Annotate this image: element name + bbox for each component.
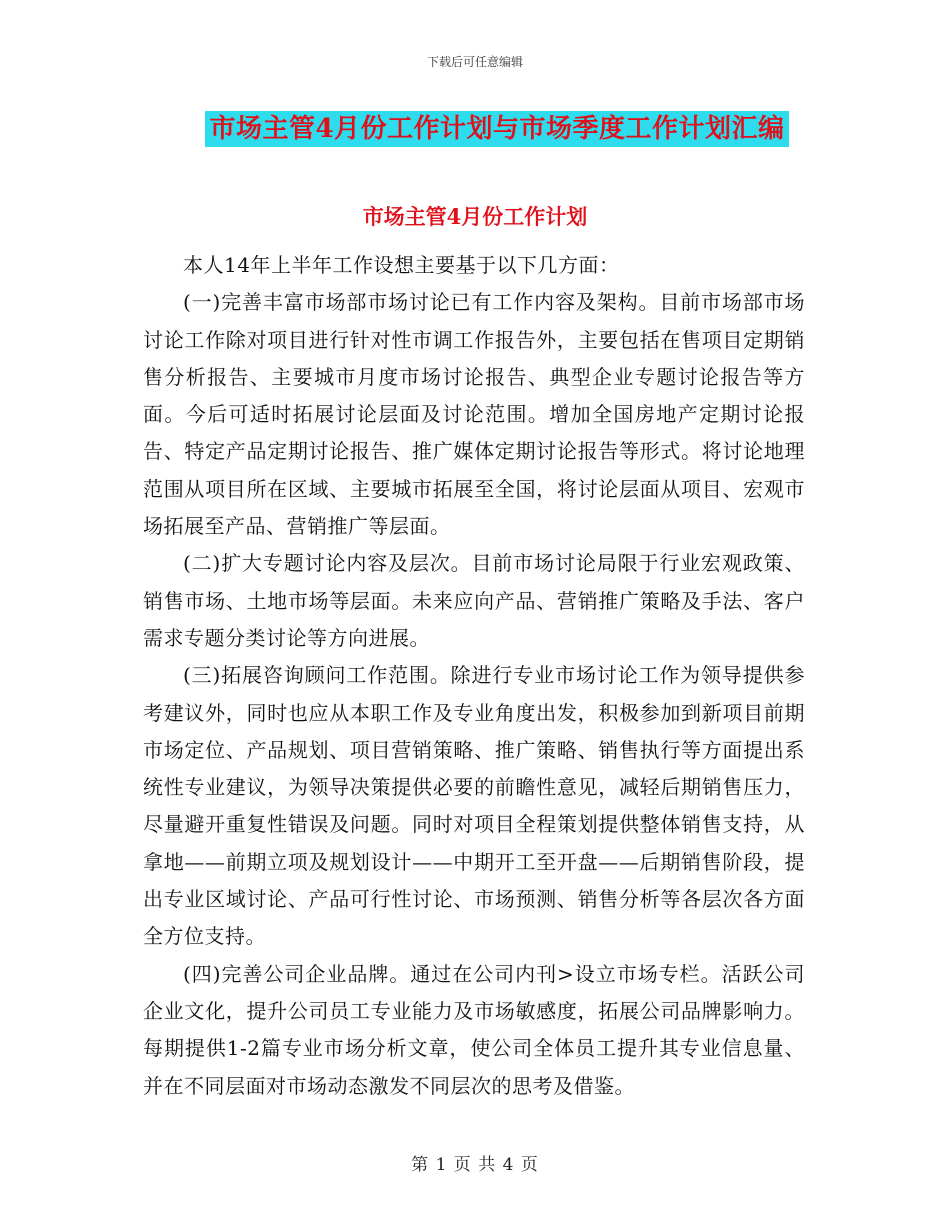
paragraph-item-1: (一)完善丰富市场部市场讨论已有工作内容及架构。目前市场部市场讨论工作除对项目进行针对性市调工作报告外，主要包括在售项目定期销售分析报告、主要城市月度市场讨论报告、典型企业专题讨论报告等方面。今后可适时拓展讨论层面及讨论范围。增加全国房地产定期讨论报告、特定产品定期讨论报告、推广媒体定期讨论报告等形式。将讨论地理范围从项目所在区域、主要城市拓展至全国，将讨论层面从项目、宏观市场拓展至产品、营销推广等层面。 [143,290,805,539]
section-title: 市场主管4月份工作计划 [362,204,588,229]
paragraph-item-4: (四)完善公司企业品牌。通过在公司内刊>设立市场专栏。活跃公司企业文化，提升公司员工专业能力及市场敏感度，拓展公司品牌影响力。每期提供1-2篇专业市场分析文章，使公司全体员工提升其专业信息量、并在不同层面对市场动态激发不同层次的思考及借鉴。 [143,961,805,1098]
page-header-note: 下载后可任意编辑 [426,55,523,69]
paragraph-item-3: (三)拓展咨询顾问工作范围。除进行专业市场讨论工作为领导提供参考建议外，同时也应从本职工作及专业角度出发，积极参加到新项目前期市场定位、产品规划、项目营销策略、推广策略、销售执行等方面提出系统性专业建议，为领导决策提供必要的前瞻性意见，减轻后期销售压力，尽量避开重复性错误及问题。同时对项目全程策划提供整体销售支持，从拿地——前期立项及规划设计——中期开工至开盘——后期销售阶段，提出专业区域讨论、产品可行性讨论、市场预测、销售分析等各层次各方面全方位支持。 [143,663,805,949]
document-body [143,247,805,1105]
document-title: 市场主管4月份工作计划与市场季度工作计划汇编 [205,111,788,147]
page-number-footer: 第 1 页 共 4 页 [411,1155,539,1175]
paragraph-item-2: (二)扩大专题讨论内容及层次。目前市场讨论局限于行业宏观政策、销售市场、土地市场等层面。未来应向产品、营销推广策略及手法、客户需求专题分类讨论等方向进展。 [143,551,805,650]
paragraph-intro: 本人14年上半年工作设想主要基于以下几方面： [183,253,620,277]
document-title-container [0,111,950,147]
